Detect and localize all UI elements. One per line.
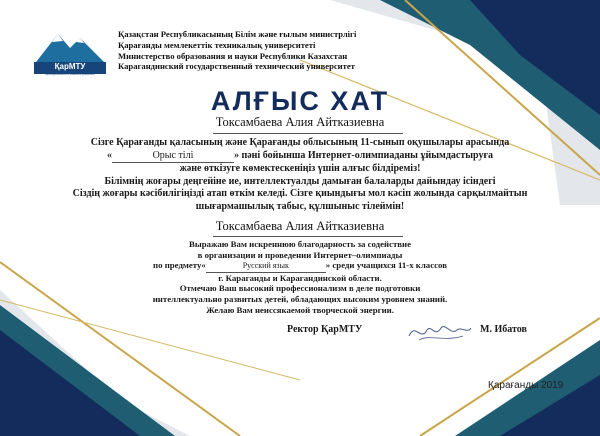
kz-line-2: « Орыс тілі » пәні бойынша Интернет-олимпиаданы ұйымдастыруға: [40, 150, 560, 164]
kz-line-4: Білімнің жоғары деңгейіне ие, интеллектуалды дамыған балаларды дайындау ісіндегі: [104, 175, 496, 187]
ru-subject-field: Русский язык: [206, 261, 326, 273]
recipient-name-ru: Токсамбаева Алия Айтказиевна: [215, 219, 385, 233]
kz-line-3: және өткізуге көмектескеніңіз үшін алғыс білдіреміз!: [179, 163, 421, 175]
kz-line-5: Сіздің жоғары кәсібилігіңізді атап өткім келеді. Сізге қиындығы мол кәсіп жолында сарқылмайтын: [72, 188, 528, 200]
header-line-4: Карагандинский государственный технический университет: [118, 61, 355, 71]
ru-line-6: интеллектуально развитых детей, обладающих высоким уровнем знаний.: [152, 293, 448, 304]
certificate-title: АЛҒЫС ХАТ: [210, 86, 390, 116]
university-logo: [30, 28, 110, 74]
header-line-3: Министерство образования и науки Республики Казахстан: [118, 51, 348, 61]
name-underline-kz: [213, 133, 403, 134]
logo-text: ҚарМТУ: [54, 62, 86, 71]
header-line-1: Қазақстан Республикасының Білім және ғылым министрлігі: [118, 29, 357, 39]
logo-subtext: Қарағанды мемлекеттік техникалық университеті: [45, 74, 95, 76]
ru-line-1: Выражаю Вам искреннюю благодарность за содействие: [188, 239, 412, 249]
ru-line-5: Отмечаю Ваш высокий профессионализм в деле подготовки: [179, 283, 421, 294]
kz-text-block: [40, 137, 560, 214]
recipient-name-kz: Токсамбаева Алия Айтказиевна: [215, 115, 385, 129]
ru-text-block: [60, 239, 540, 315]
ru-line-3: по предмету« Русский язык » среди учащихся 11-х классов: [60, 260, 540, 273]
header-line-2: Қарағанды мемлекеттік техникалық университеті: [118, 40, 316, 50]
kz-subject-field: Орыс тілі: [112, 150, 234, 164]
ru-line-2: в организации и проведении Интернет–олимпиады: [197, 249, 403, 260]
ru-line-7: Желаю Вам неиссякаемой творческой энергии.: [206, 304, 394, 315]
kz-line-1: Сізге Қарағанды қаласының және Қарағанды облысының 11-сынып оқушылары арасында: [90, 137, 510, 148]
ru-line-4: г. Караганды и Карагандинской области.: [218, 272, 382, 283]
handwritten-signature: [405, 316, 475, 346]
signatory-name: М. Ибатов: [480, 324, 527, 335]
name-underline-ru: [213, 236, 403, 237]
city-year: Қарағанды 2019: [488, 380, 564, 391]
kz-line-6: шығармашылық табыс, құлшыныс тілеймін!: [195, 200, 405, 212]
signatory-position: Ректор ҚарМТУ: [287, 324, 363, 335]
